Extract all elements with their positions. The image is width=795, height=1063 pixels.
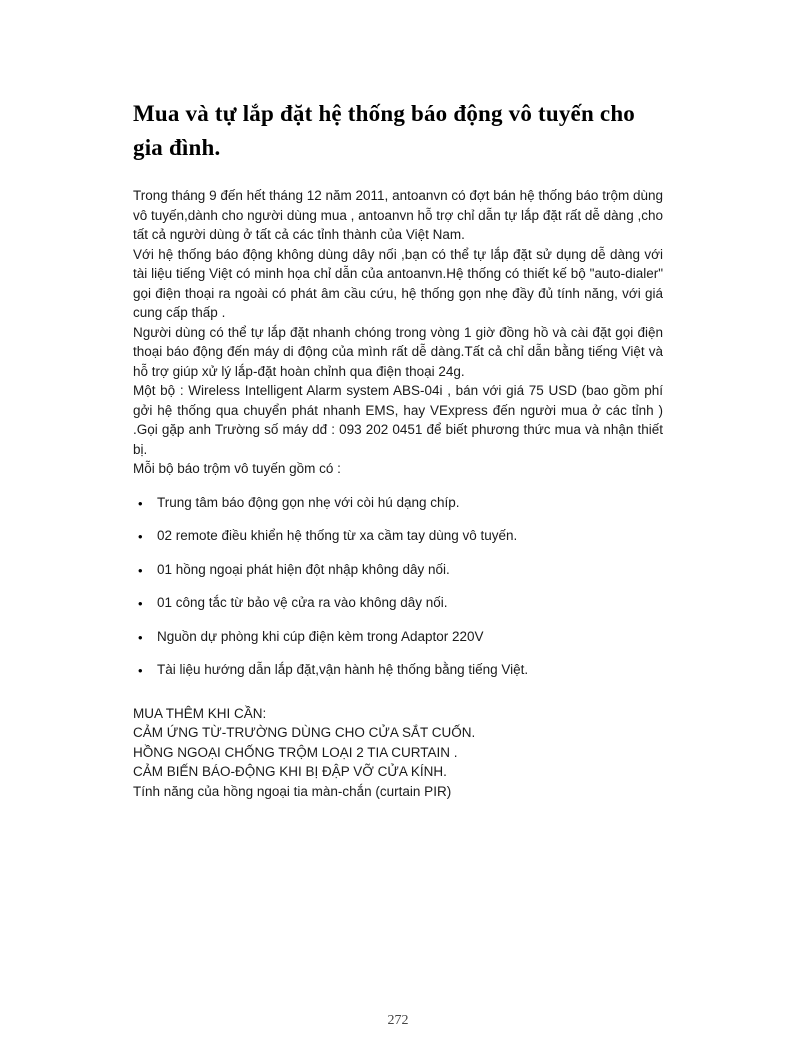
list-item: • Nguồn dự phòng khi cúp điện kèm trong Adaptor 220V	[133, 627, 663, 647]
extra-line: MUA THÊM KHI CẦN:	[133, 705, 267, 721]
list-item: • 02 remote điều khiển hệ thống từ xa cầm tay dùng vô tuyến.	[133, 526, 663, 546]
paragraph: Một bộ : Wireless Intelligent Alarm system ABS-04i , bán với giá 75 USD (bao gồm phí gởi hệ thống qua chuyển phát nhanh EMS, hay VExpress đến người mua ở các tỉnh ) .Gọi gặp anh Trường số máy dđ : 093 202 0451 để biết phương thức mua và nhận thiết bị.	[133, 383, 663, 457]
extra-line: Tính năng của hồng ngoại tia màn-chắn (curtain PIR)	[133, 783, 452, 799]
list-item: • 01 hồng ngoại phát hiện đột nhập không dây nối.	[133, 560, 663, 580]
extra-line: CẢM ỨNG TỪ-TRƯỜNG DÙNG CHO CỬA SẮT CUỐN.	[133, 725, 476, 740]
extra-line: HỒNG NGOẠI CHỐNG TRỘM LOẠI 2 TIA CURTAIN .	[133, 744, 458, 760]
list-item: • Tài liệu hướng dẫn lắp đặt,vận hành hệ thống bằng tiếng Việt.	[133, 660, 663, 680]
list-item: • Trung tâm báo động gọn nhẹ với còi hú dạng chíp.	[133, 493, 663, 513]
paragraph: Trong tháng 9 đến hết tháng 12 năm 2011, antoanvn có đợt bán hệ thống báo trộm dùng vô tuyến,dành cho người dùng mua , antoanvn hỗ trợ chỉ dẫn tự lắp đặt rất dễ dàng ,cho tất cả người dùng ở tất cả các tỉnh thành của Việt Nam.	[133, 188, 663, 242]
extra-line: CẢM BIẾN BÁO-ĐỘNG KHI BỊ ĐẬP VỠ CỬA KÍNH.	[133, 764, 447, 779]
paragraph: Với hệ thống báo động không dùng dây nối ,bạn có thể tự lắp đặt sử dụng dễ dàng với tài liệu tiếng Việt có minh họa chỉ dẫn của antoanvn.Hệ thống có thiết kế bộ "auto-dialer" gọi điện thoại ra ngoài có phát âm cầu cứu, hệ thống gọn nhẹ đầy đủ tính năng, với giá cung cấp thấp .	[133, 246, 663, 320]
page-footer	[133, 993, 663, 1029]
paragraph-list-intro: Mỗi bộ báo trộm vô tuyến gồm có :	[133, 461, 341, 476]
extras-block	[133, 704, 663, 802]
paragraph: Người dùng có thể tự lắp đặt nhanh chóng trong vòng 1 giờ đồng hồ và cài đặt gọi điện thoại báo động đến máy di động của mình rất dễ dàng.Tất cả chỉ dẫn bằng tiếng Việt và hỗ trợ giúp xử lý lắp-đặt hoàn chỉnh qua điện thoại 24g.	[133, 324, 663, 379]
document-title: Mua và tự lắp đặt hệ thống báo động vô tuyến cho gia đình.	[133, 101, 636, 160]
body-text	[133, 186, 663, 479]
page-number: 272	[387, 1013, 409, 1028]
bullet-list	[133, 493, 663, 694]
list-item: • 01 công tắc từ bảo vệ cửa ra vào không dây nối.	[133, 593, 663, 613]
